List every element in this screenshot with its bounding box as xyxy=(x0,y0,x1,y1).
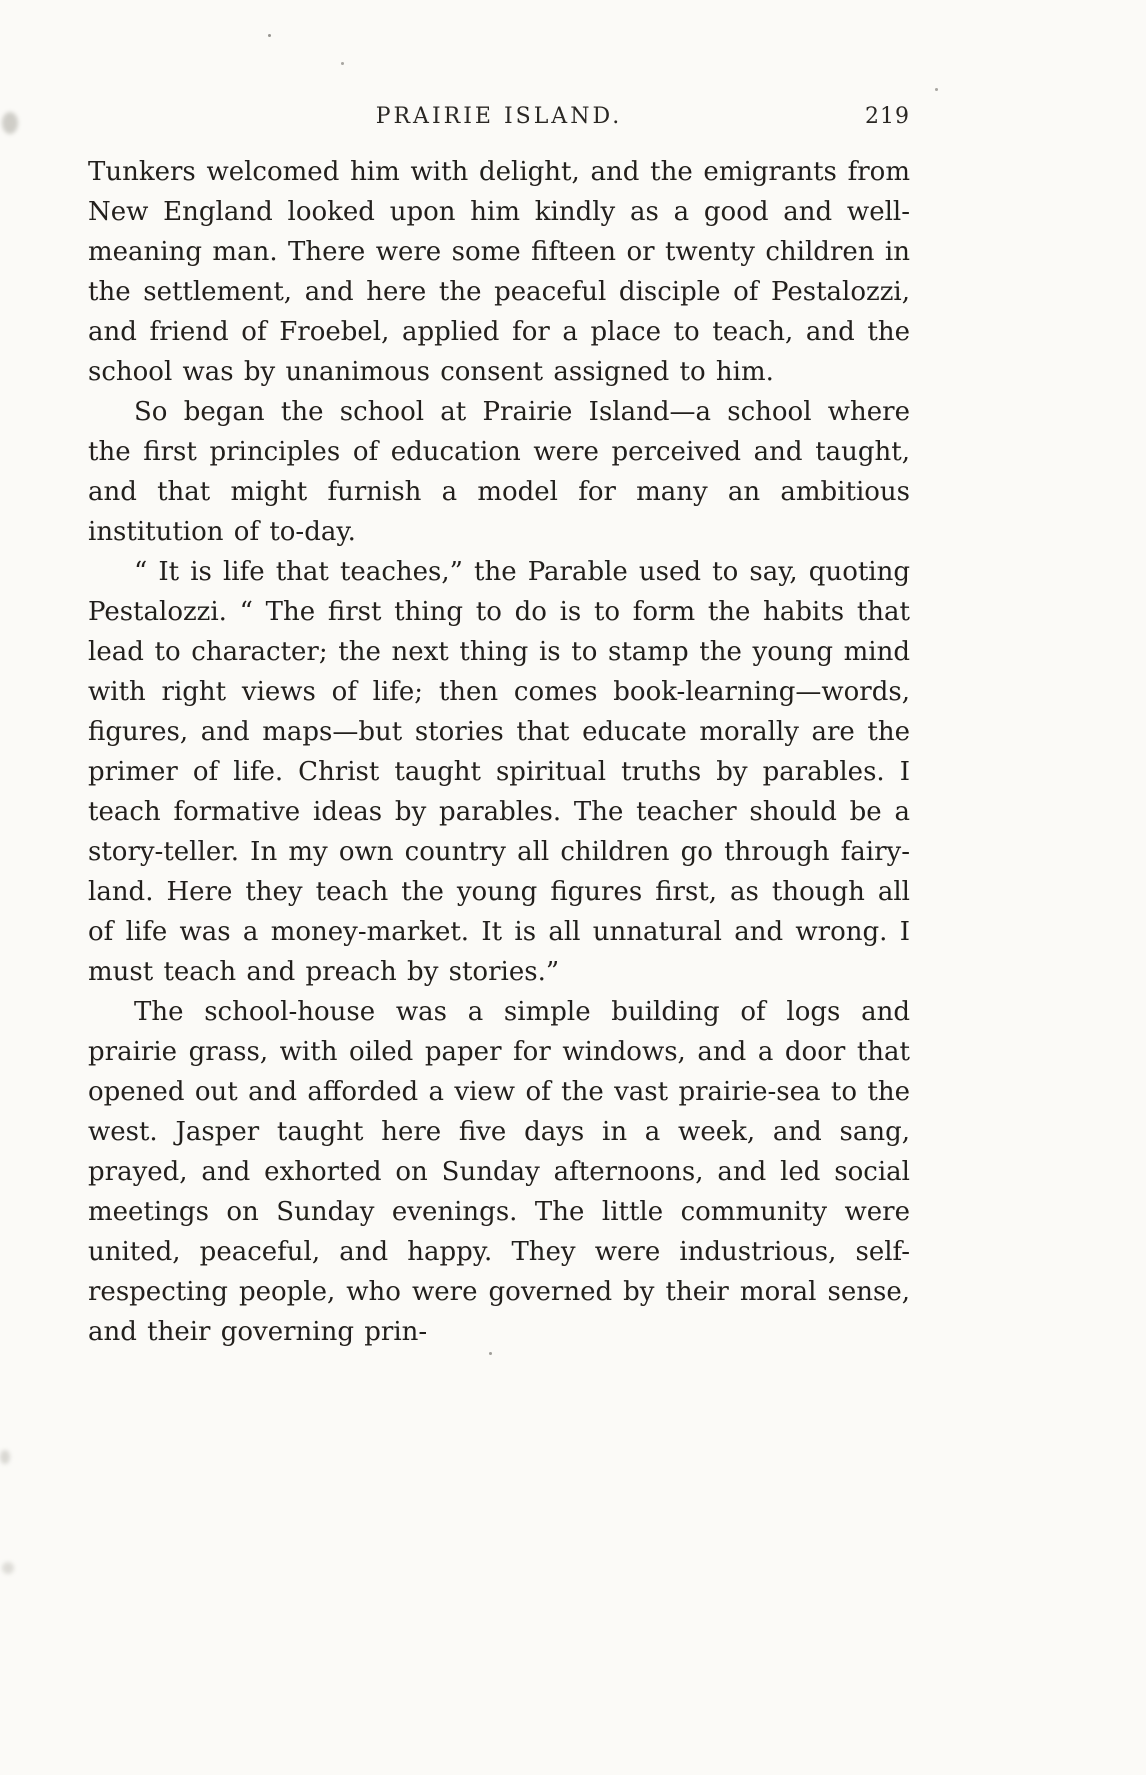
scan-speck xyxy=(341,62,344,65)
page-number: 219 xyxy=(865,104,910,129)
paragraph-quote: “ It is life that teaches,” the Parable used to say, quoting Pestalozzi. “ The first thing to do is to form the habits that lead to character; the next thing is to stamp the young mind with right views of life; then comes book-learning—words, figures, and maps—but stories that educate morally are the primer of life. Christ taught spiritual truths by parables. I teach formative ideas by parables. The teacher should be a story-teller. In my own country all children go through fairy-land. Here they teach the young figures first, as though all of life was a money-market. It is all unnatural and wrong. I must teach and preach by stories.” xyxy=(88,557,910,987)
paragraph: So began the school at Prairie Island—a school where the first principles of education were perceived and taught, and that might furnish a model for many an ambitious institution of to-day. xyxy=(88,397,910,547)
page-body xyxy=(88,152,910,1352)
page-title: PRAIRIE ISLAND. xyxy=(375,104,623,129)
scan-speck xyxy=(489,1352,492,1355)
scan-artifact xyxy=(0,1450,10,1464)
paragraph-continuation: Tunkers welcomed him with delight, and the emigrants from New England looked upon him kindly as a good and well-meaning man. There were some fifteen or twenty children in the settlement, and here the peaceful disciple of Pestalozzi, and friend of Froebel, applied for a place to teach, and the school was by unanimous consent assigned to him. xyxy=(88,157,910,387)
running-header xyxy=(88,104,910,129)
scan-speck xyxy=(268,34,271,37)
paragraph: The school-house was a simple building of logs and prairie grass, with oiled paper for windows, and a door that opened out and afforded a view of the vast prairie-sea to the west. Jasper taught here five days in a week, and sang, prayed, and exhorted on Sunday afternoons, and led social meetings on Sunday evenings. The little community were united, peaceful, and happy. They were industrious, self-respecting people, who were governed by their moral sense, and their governing prin- xyxy=(88,997,910,1347)
scan-speck xyxy=(935,88,938,91)
scan-artifact xyxy=(2,112,18,134)
scan-artifact xyxy=(2,1562,14,1574)
